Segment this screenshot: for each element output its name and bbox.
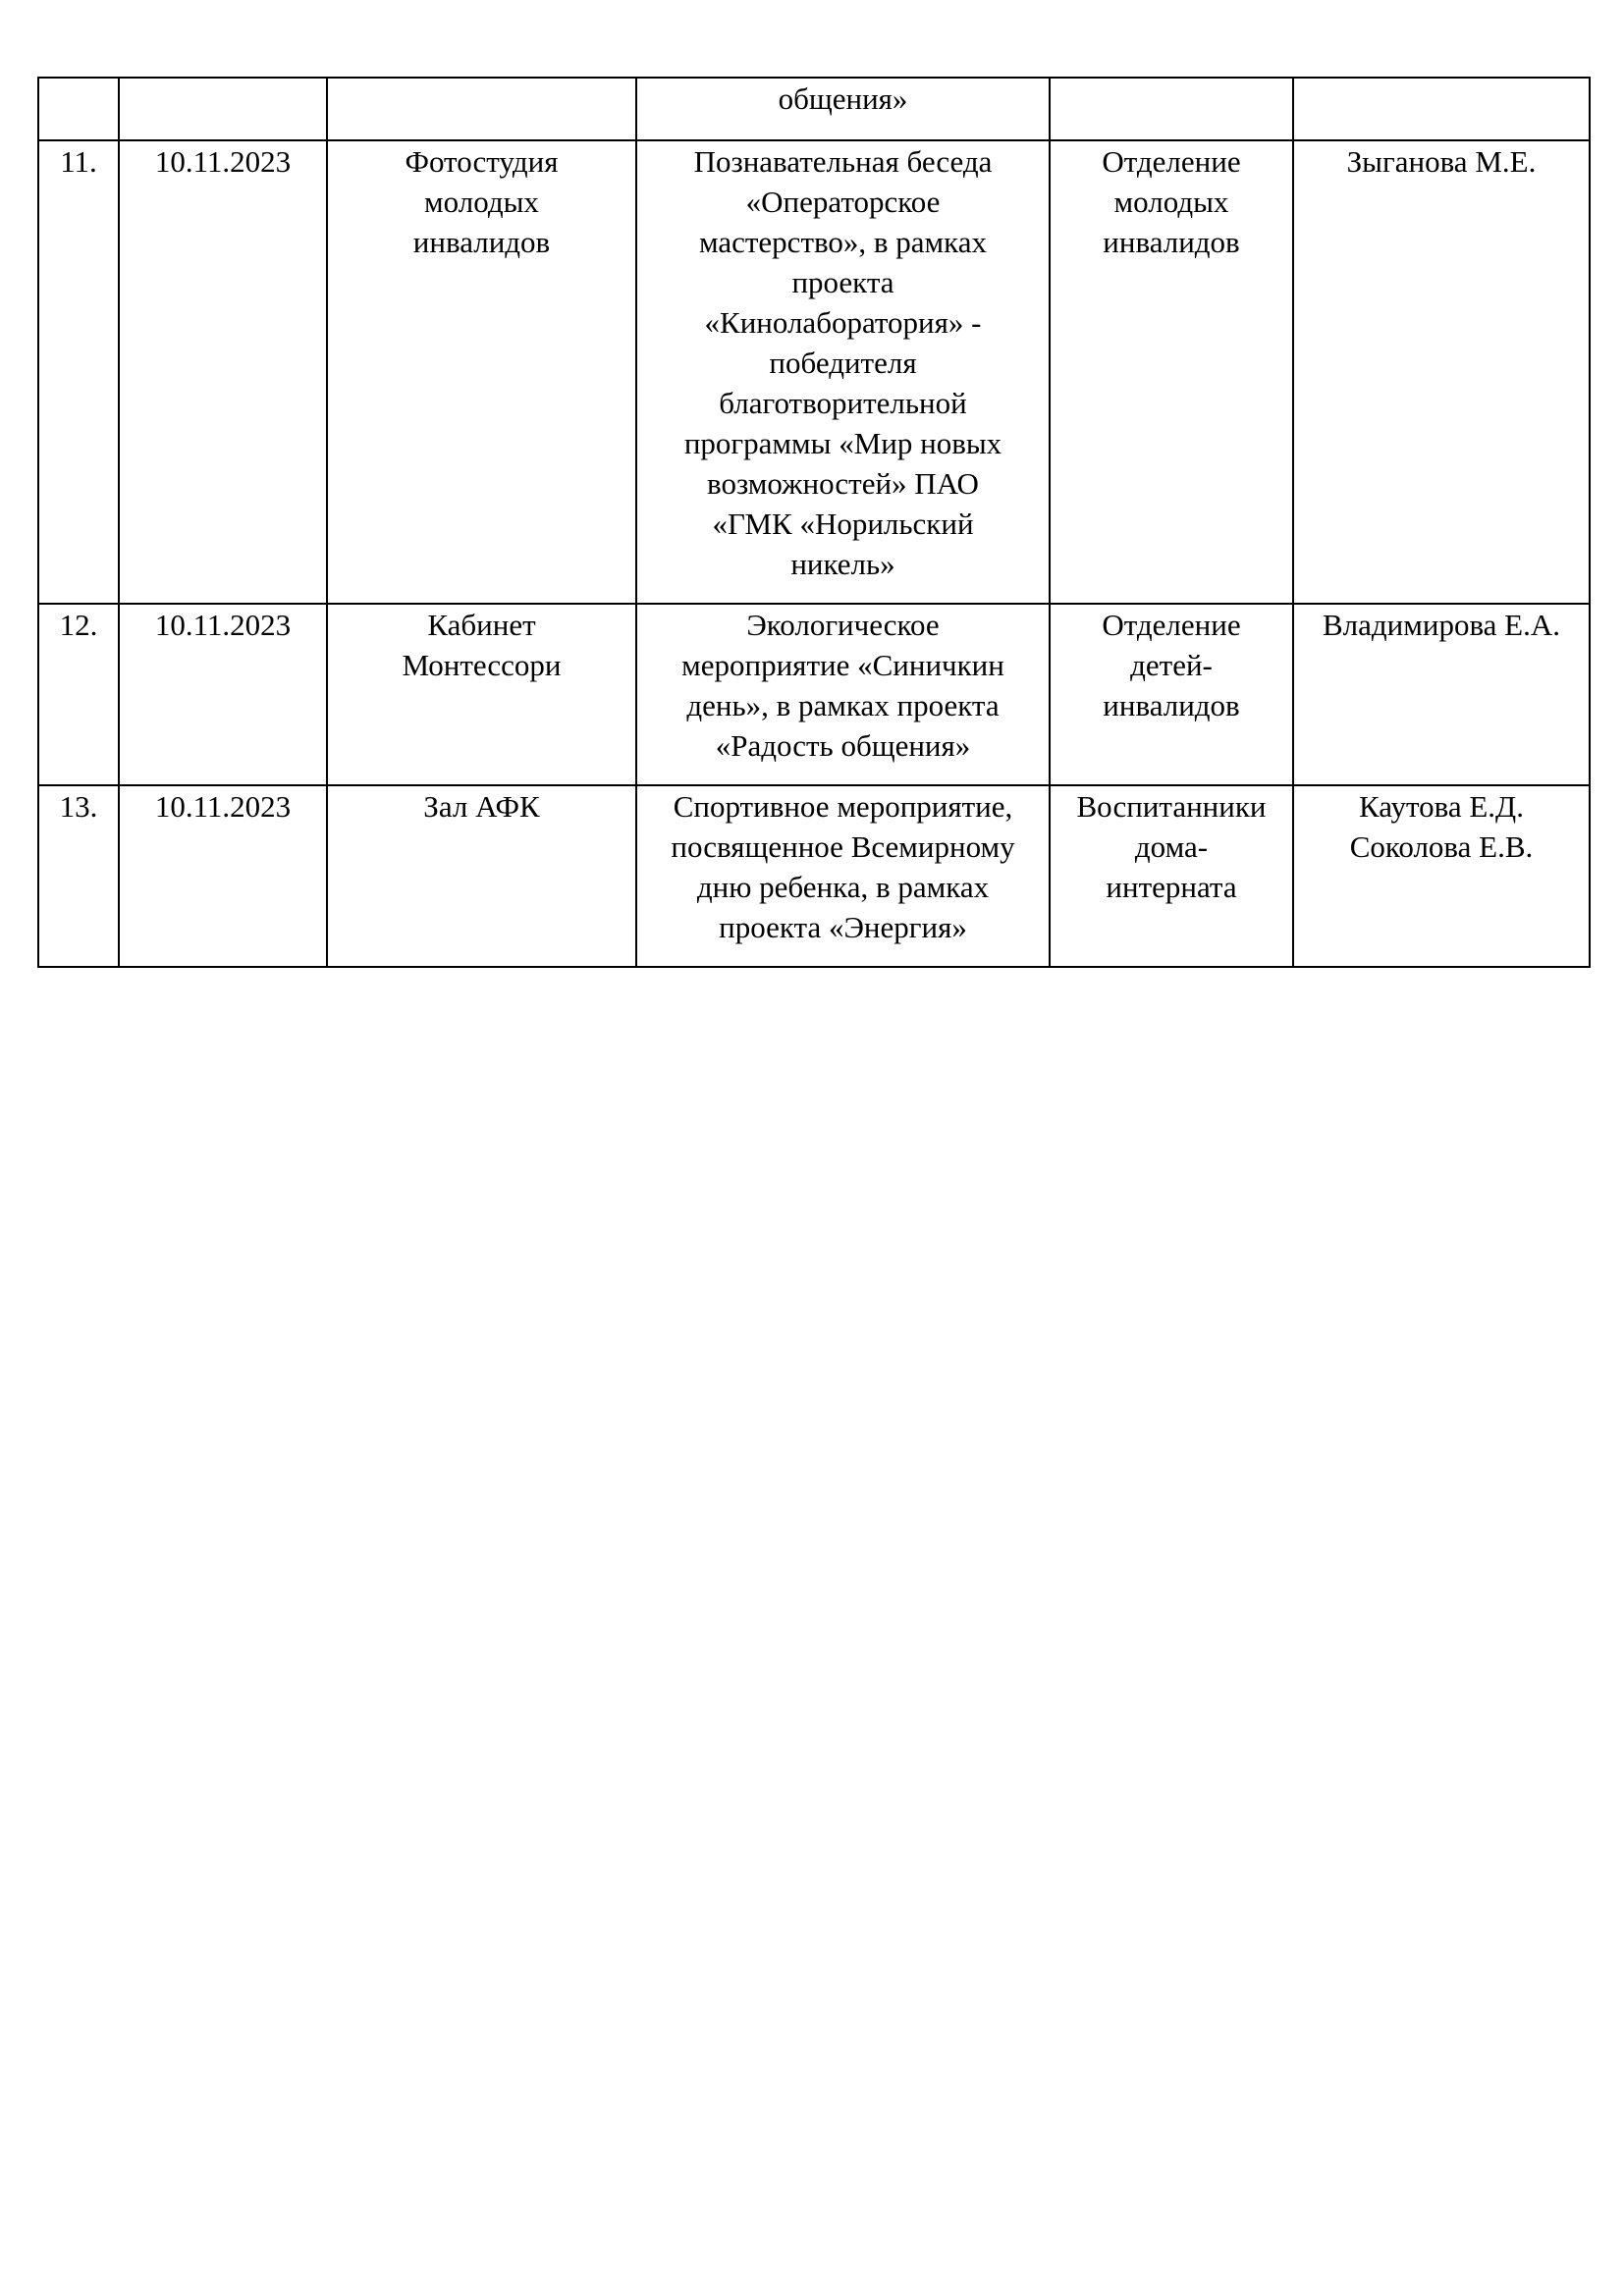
- table-row-continuation: [38, 78, 1590, 140]
- cell-num: 13.: [38, 785, 119, 967]
- cell-place: Фотостудия молодых инвалидов: [327, 140, 636, 604]
- cell-participants: Отделение детей- инвалидов: [1050, 604, 1293, 785]
- cell-responsible: Зыганова М.Е.: [1293, 140, 1590, 604]
- cell-num: 11.: [38, 140, 119, 604]
- cell-num: [38, 78, 119, 140]
- cell-participants: [1050, 78, 1293, 140]
- cell-event: Спортивное мероприятие, посвященное Всемирному дню ребенка, в рамках проекта «Энергия»: [636, 785, 1050, 967]
- cell-responsible: Владимирова Е.А.: [1293, 604, 1590, 785]
- table-row: [38, 604, 1590, 785]
- cell-date: 10.11.2023: [119, 140, 327, 604]
- cell-place: [327, 78, 636, 140]
- cell-place: Кабинет Монтессори: [327, 604, 636, 785]
- cell-date: 10.11.2023: [119, 785, 327, 967]
- cell-responsible: Каутова Е.Д. Соколова Е.В.: [1293, 785, 1590, 967]
- cell-participants: Отделение молодых инвалидов: [1050, 140, 1293, 604]
- cell-num: 12.: [38, 604, 119, 785]
- cell-place: Зал АФК: [327, 785, 636, 967]
- cell-event: общения»: [636, 78, 1050, 140]
- cell-event: Познавательная беседа «Операторское мастерство», в рамках проекта «Кинолаборатория» - победителя благотворительной программы «Мир новых возможностей» ПАО «ГМК «Норильский никель»: [636, 140, 1050, 604]
- events-table: [37, 77, 1591, 968]
- cell-participants: Воспитанники дома- интерната: [1050, 785, 1293, 967]
- cell-date: 10.11.2023: [119, 604, 327, 785]
- cell-responsible: [1293, 78, 1590, 140]
- cell-date: [119, 78, 327, 140]
- cell-event: Экологическое мероприятие «Синичкин день», в рамках проекта «Радость общения»: [636, 604, 1050, 785]
- table-row: [38, 140, 1590, 604]
- table-row: [38, 785, 1590, 967]
